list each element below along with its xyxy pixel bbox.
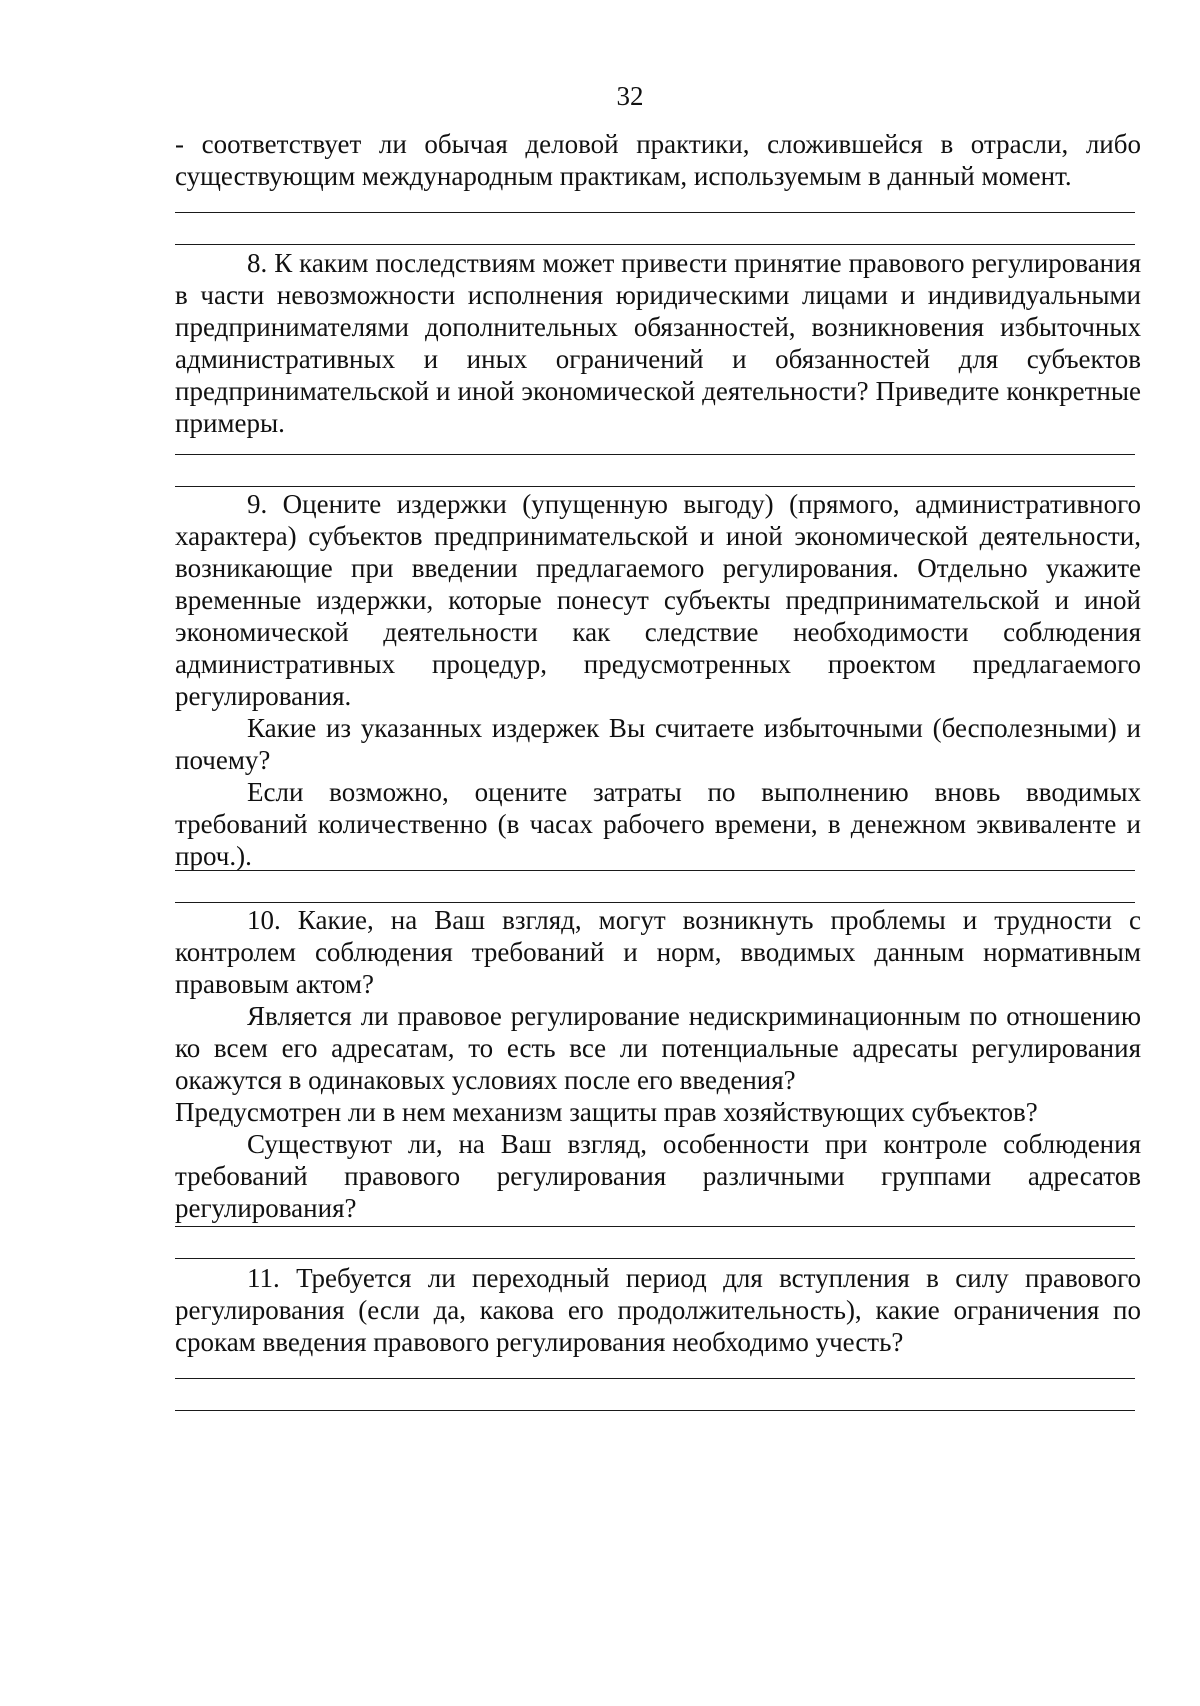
answer-line bbox=[175, 1226, 1135, 1227]
answer-line bbox=[175, 1378, 1135, 1379]
intro-block bbox=[175, 128, 1141, 192]
question-10-para-3: Предусмотрен ли в нем механизм защиты прав хозяйствующих субъектов? bbox=[175, 1097, 1038, 1127]
answer-line bbox=[175, 870, 1135, 871]
question-10-para-2: Является ли правовое регулирование недискриминационным по отношению ко всем его адресатам, то есть все ли потенциальные адресаты регулирования окажутся в одинаковых условиях после его введения? bbox=[175, 1001, 1141, 1095]
question-11-text: 11. Требуется ли переходный период для вступления в силу правового регулирования (если да, какова его продолжительность), какие ограничения по срокам введения правового регулирования необходимо учесть? bbox=[175, 1263, 1141, 1357]
intro-text: - соответствует ли обычая деловой практики, сложившейся в отрасли, либо существующим международным практикам, используемым в данный момент. bbox=[175, 129, 1141, 191]
question-11 bbox=[175, 1262, 1141, 1358]
question-9-para-3: Если возможно, оцените затраты по выполнению вновь вводимых требований количественно (в часах рабочего времени, в денежном эквиваленте и проч.). bbox=[175, 777, 1141, 871]
question-9 bbox=[175, 488, 1141, 872]
question-8 bbox=[175, 247, 1141, 439]
answer-line bbox=[175, 1258, 1135, 1259]
answer-line bbox=[175, 244, 1135, 245]
question-9-para-1: 9. Оцените издержки (упущенную выгоду) (прямого, административного характера) субъектов предпринимательской и иной экономической деятельности, возникающие при введении предлагаемого регулирования. Отдельно укажите временные издержки, которые понесут субъекты предпринимательской и иной экономической деятельности как следствие необходимости соблюдения административных процедур, предусмотренных проектом предлагаемого регулирования. bbox=[175, 489, 1141, 711]
question-10-para-4: Существуют ли, на Ваш взгляд, особенности при контроле соблюдения требований правового регулирования различными группами адресатов регулирования? bbox=[175, 1129, 1141, 1223]
answer-line bbox=[175, 212, 1135, 213]
question-10 bbox=[175, 904, 1141, 1224]
question-10-para-1: 10. Какие, на Ваш взгляд, могут возникнуть проблемы и трудности с контролем соблюдения требований и норм, вводимых данным нормативным правовым актом? bbox=[175, 905, 1141, 999]
answer-line bbox=[175, 454, 1135, 455]
answer-line bbox=[175, 1410, 1135, 1411]
answer-line bbox=[175, 486, 1135, 487]
question-9-para-2: Какие из указанных издержек Вы считаете избыточными (бесполезными) и почему? bbox=[175, 713, 1141, 775]
question-8-text: 8. К каким последствиям может привести принятие правового регулирования в части невозможности исполнения юридическими лицами и индивидуальными предпринимателями дополнительных обязанностей, возникновения избыточных административных и иных ограничений и обязанностей для субъектов предпринимательской и иной экономической деятельности? Приведите конкретные примеры. bbox=[175, 248, 1141, 438]
page-number: 32 bbox=[616, 81, 644, 111]
answer-line bbox=[175, 902, 1135, 903]
